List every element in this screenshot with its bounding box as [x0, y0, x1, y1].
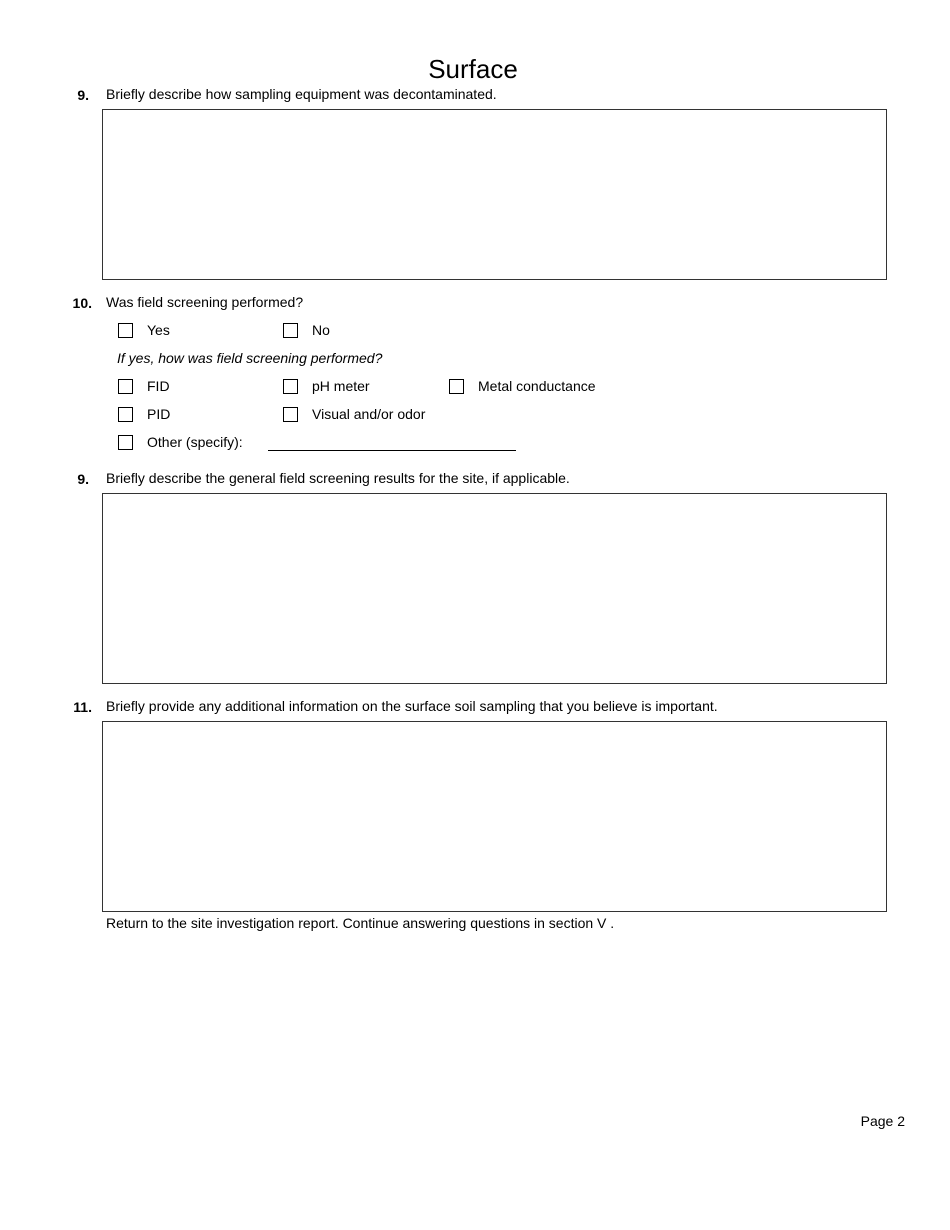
- option-label: pH meter: [312, 378, 370, 394]
- decontamination-answer-box[interactable]: [102, 109, 887, 280]
- option-label: PID: [147, 406, 171, 422]
- option-label: Visual and/or odor: [312, 406, 426, 422]
- option-no[interactable]: [283, 321, 330, 339]
- page-number: Page 2: [860, 1113, 905, 1129]
- visual-odor-checkbox[interactable]: [283, 407, 298, 422]
- followup-question: If yes, how was field screening performed?: [117, 350, 383, 366]
- footer-note: Return to the site investigation report. Continue answering questions in section V .: [106, 915, 615, 931]
- no-checkbox[interactable]: [283, 323, 298, 338]
- method-fid[interactable]: [118, 377, 170, 395]
- question-number: 10.: [72, 295, 92, 311]
- page-title: Surface: [428, 54, 518, 85]
- method-pid[interactable]: [118, 405, 170, 423]
- question-text: Briefly describe the general field screening results for the site, if applicable.: [106, 470, 570, 486]
- metal-conductance-checkbox[interactable]: [449, 379, 464, 394]
- other-specify-field[interactable]: [268, 450, 516, 451]
- option-label: FID: [147, 378, 170, 394]
- fid-checkbox[interactable]: [118, 379, 133, 394]
- yes-checkbox[interactable]: [118, 323, 133, 338]
- screening-results-answer-box[interactable]: [102, 493, 887, 684]
- method-metal-conductance[interactable]: [449, 377, 596, 395]
- method-visual-odor[interactable]: [283, 405, 425, 423]
- other-checkbox[interactable]: [118, 435, 133, 450]
- method-other[interactable]: [118, 433, 243, 451]
- question-number: 11.: [73, 699, 92, 715]
- question-text: Was field screening performed?: [106, 294, 304, 310]
- option-label: No: [312, 322, 330, 338]
- option-label: Yes: [147, 322, 170, 338]
- question-number: 9.: [77, 471, 89, 487]
- question-number: 9.: [77, 87, 89, 103]
- option-label: Metal conductance: [478, 378, 596, 394]
- option-yes[interactable]: [118, 321, 170, 339]
- additional-info-answer-box[interactable]: [102, 721, 887, 912]
- ph-meter-checkbox[interactable]: [283, 379, 298, 394]
- pid-checkbox[interactable]: [118, 407, 133, 422]
- question-text: Briefly provide any additional information on the surface soil sampling that you believe is important.: [106, 698, 718, 714]
- question-text: Briefly describe how sampling equipment was decontaminated.: [106, 86, 497, 102]
- option-label: Other (specify):: [147, 434, 243, 450]
- method-ph-meter[interactable]: [283, 377, 370, 395]
